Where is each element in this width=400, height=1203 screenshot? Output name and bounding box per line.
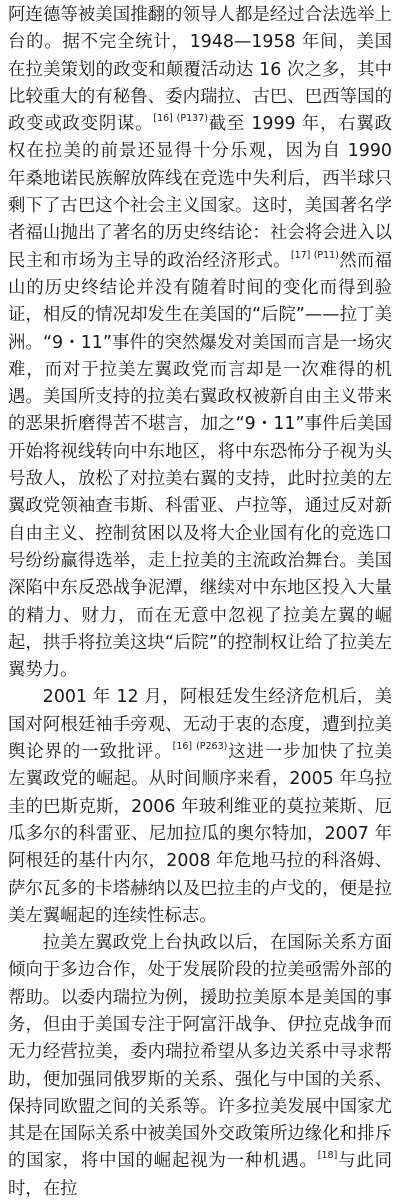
paragraph-3-text-1: 拉美左翼政党上台执政以后，在国际关系方面倾向于多边合作，处于发展阶段的拉美亟需外部的帮助。以委内瑞拉为例，援助拉美原本是美国的事务，但由于美国专注于阿富汗战争、伊拉克战争而无力经营拉美，委内瑞拉希望从多边关系中寻求帮助，便加强同俄罗斯的关系、强化与中国的关系、保持同欧盟之间的关系等。许多拉美发展中国家尤其是在国际关系中被美国外交政策所边缘化和排斥的国家，将中国的崛起视为一种机遇。 bbox=[8, 933, 392, 1172]
paragraph-2-text-2: 这进一步加快了拉美左翼政党的崛起。从时间顺序来看，2005 年乌拉圭的巴斯克斯，2006 年玻利维亚的莫拉莱斯、厄瓜多尔的科雷亚、尼加拉瓜的奥尔特加，2007 年阿根廷的基什内尔，2008 年危地马拉的科洛姆、萨尔瓦多的卡塔赫纳以及巴拉圭的卢戈的，便是拉美左翼崛起的连续性标志。 bbox=[8, 742, 392, 926]
paragraph-2 bbox=[8, 684, 392, 930]
citation-16-p137: [16] (P137) bbox=[153, 113, 208, 125]
paragraph-1-text-2: 截至 1999 年，右翼政权在拉美的前景还显得十分乐观，因为自 1990 年桑地诺民族解放阵线在竞选中失利后，西半球只剩下了古巴这个社会主义国家。这时，美国著名学者福山抛出了著名的历史终结论：社会将会进入以民主和市场为主导的政治经济形式。 bbox=[8, 114, 392, 271]
citation-17-p11: [17] (P11) bbox=[290, 249, 339, 261]
paragraph-1-text-1: 阿连德等被美国推翻的领导人都是经过合法选举上台的。据不完全统计，1948—1958 年间，美国在拉美策划的政变和颠覆活动达 16 次之多，其中比较重大的有秘鲁、委内瑞拉、古巴、巴西等国的政变或政变阴谋。 bbox=[8, 5, 392, 135]
paragraph-1-text-3: 然而福山的历史终结论并没有随着时间的变化而得到验证，相反的情况却发生在美国的“后院”——拉丁美洲。“9・11”事件的突然爆发对美国而言是一场灾难，而对于拉美左翼政党而言却是一次难得的机遇。美国所支持的拉美右翼政权被新自由主义带来的恶果折磨得苦不堪言，加之“9・11”事件后美国开始将视线转向中东地区，将中东恐怖分子视为头号敌人，放松了对拉美右翼的支持，此时拉美的左翼政党领袖查韦斯、科雷亚、卢拉等，通过反对新自由主义、控制贫困以及将大企业国有化的竞选口号纷纷赢得选举，走上拉美的主流政治舞台。美国深陷中东反恐战争泥潭，继续对中东地区投入大量的精力、财力，而在无意中忽视了拉美左翼的崛起，拱手将拉美这块“后院”的控制权让给了拉美左翼势力。 bbox=[8, 250, 392, 681]
paragraph-2-text-1: 2001 年 12 月，阿根廷发生经济危机后，美国对阿根廷袖手旁观、无动于衷的态度，遭到拉美舆论界的一致批评。 bbox=[8, 687, 392, 763]
paragraph-3 bbox=[8, 930, 392, 1203]
citation-18: [18] bbox=[317, 1150, 338, 1162]
paragraph-1 bbox=[8, 2, 392, 684]
paragraph-3-text-2: 与此同时，在拉 bbox=[8, 1151, 392, 1199]
citation-16-p263: [16] (P263) bbox=[172, 741, 228, 753]
